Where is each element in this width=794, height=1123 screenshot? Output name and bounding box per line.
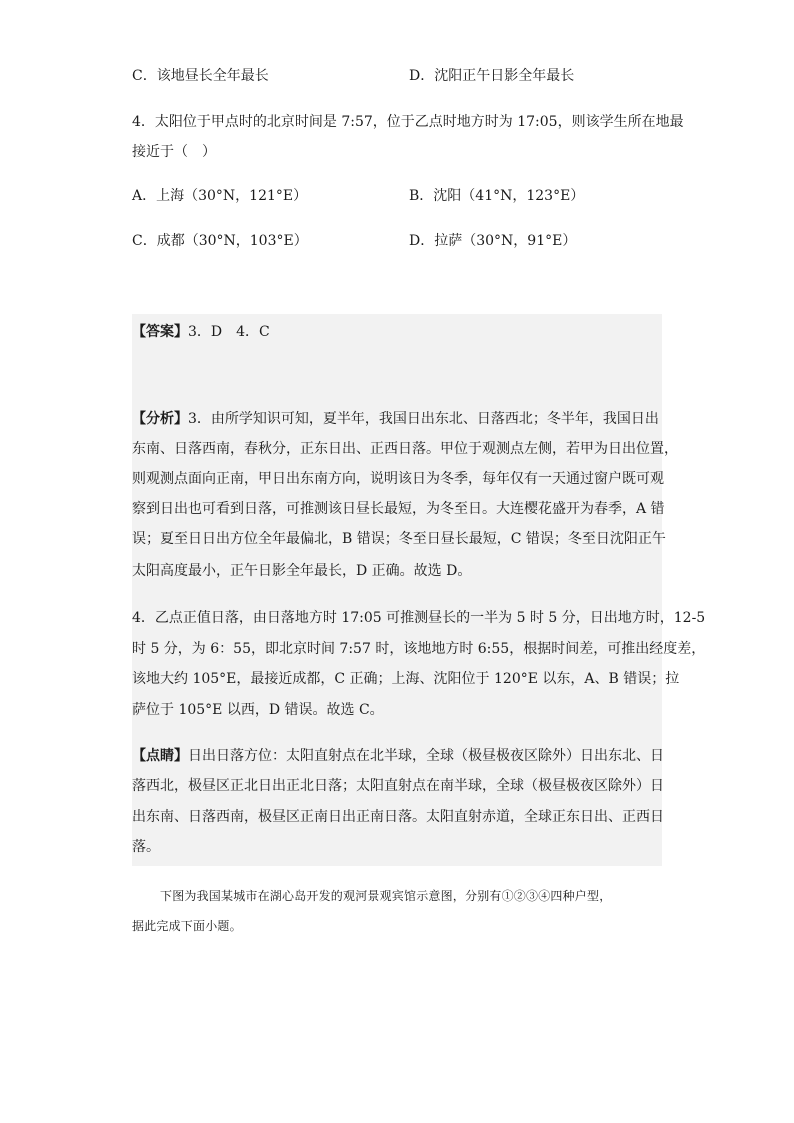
next-intro-line2: 据此完成下面小题。 xyxy=(132,919,242,933)
analysis-label: 【分析】 xyxy=(132,411,188,427)
answer-label: 【答案】 xyxy=(132,324,188,340)
analysis-line-6: 太阳高度最小，正午日影全年最长，D 正确。故选 D。 xyxy=(132,563,472,579)
dianjing-text-1: 日出日落方位：太阳直射点在北半球，全球（极昼极夜区除外）日出东北、日 xyxy=(188,748,664,764)
q4-option-a: A．上海（30°N，121°E） xyxy=(132,188,308,204)
q4-stem-line2: 接近于（ ） xyxy=(132,144,216,160)
q3-option-d: D．沈阳正午日影全年最长 xyxy=(409,68,575,84)
analysis-line-1 xyxy=(132,409,659,429)
analysis-line-5: 误；夏至日日出方位全年最偏北，B 错误；冬至日昼长最短，C 错误；冬至日沈阳正午 xyxy=(132,531,666,547)
answer-text: 3．D 4．C xyxy=(188,324,270,340)
q4-stem-line1: 4．太阳位于甲点时的北京时间是 7:57，位于乙点时地方时为 17:05，则该学生所在地最 xyxy=(132,114,684,130)
dianjing-label: 【点睛】 xyxy=(132,748,188,764)
next-intro-line1: 下图为我国某城市在湖心岛开发的观河景观宾馆示意图，分别有①②③④四种户型， xyxy=(160,889,612,903)
dianjing-line-4: 落。 xyxy=(132,839,160,855)
q4-option-d: D．拉萨（30°N，91°E） xyxy=(409,233,577,249)
analysis-q4-line-2: 时 5 分，为 6：55，即北京时间 7:57 时，该地地方时 6:55，根据时间差，可推出经度差， xyxy=(132,641,706,657)
q3-option-c: C．该地昼长全年最长 xyxy=(132,68,269,84)
answer-box xyxy=(132,314,706,866)
answer-line xyxy=(132,322,270,342)
analysis-q4-line-4: 萨位于 105°E 以西，D 错误。故选 C。 xyxy=(132,702,384,718)
dianjing-line-3: 出东南、日落西南，极昼区正南日出正南日落。太阳直射赤道，全球正东日出、正西日 xyxy=(132,809,664,825)
dianjing-line-1 xyxy=(132,746,664,766)
dianjing-line-2: 落西北，极昼区正北日出正北日落；太阳直射点在南半球，全球（极昼极夜区除外）日 xyxy=(132,778,664,794)
analysis-q4-line-1: 4．乙点正值日落，由日落地方时 17:05 可推测昼长的一半为 5 时 5 分，日出地方时，12-5 xyxy=(132,610,706,626)
analysis-line-3: 则观测点面向正南，甲日出东南方向，说明该日为冬季，每年仅有一天通过窗户既可观 xyxy=(132,471,664,487)
analysis-text-1: 3．由所学知识可知，夏半年，我国日出东北、日落西北；冬半年，我国日出 xyxy=(188,411,659,427)
q4-option-c: C．成都（30°N，103°E） xyxy=(132,233,308,249)
analysis-line-2: 东南、日落西南，春秋分，正东日出、正西日落。甲位于观测点左侧，若甲为日出位置， xyxy=(132,441,678,457)
analysis-line-4: 察到日出也可看到日落，可推测该日昼长最短，为冬至日。大连樱花盛开为春季，A 错 xyxy=(132,501,665,517)
q4-option-b: B．沈阳（41°N，123°E） xyxy=(409,188,585,204)
analysis-q4-line-3: 该地大约 105°E，最接近成都，C 正确；上海、沈阳位于 120°E 以东，A、B 错误；拉 xyxy=(132,671,680,687)
